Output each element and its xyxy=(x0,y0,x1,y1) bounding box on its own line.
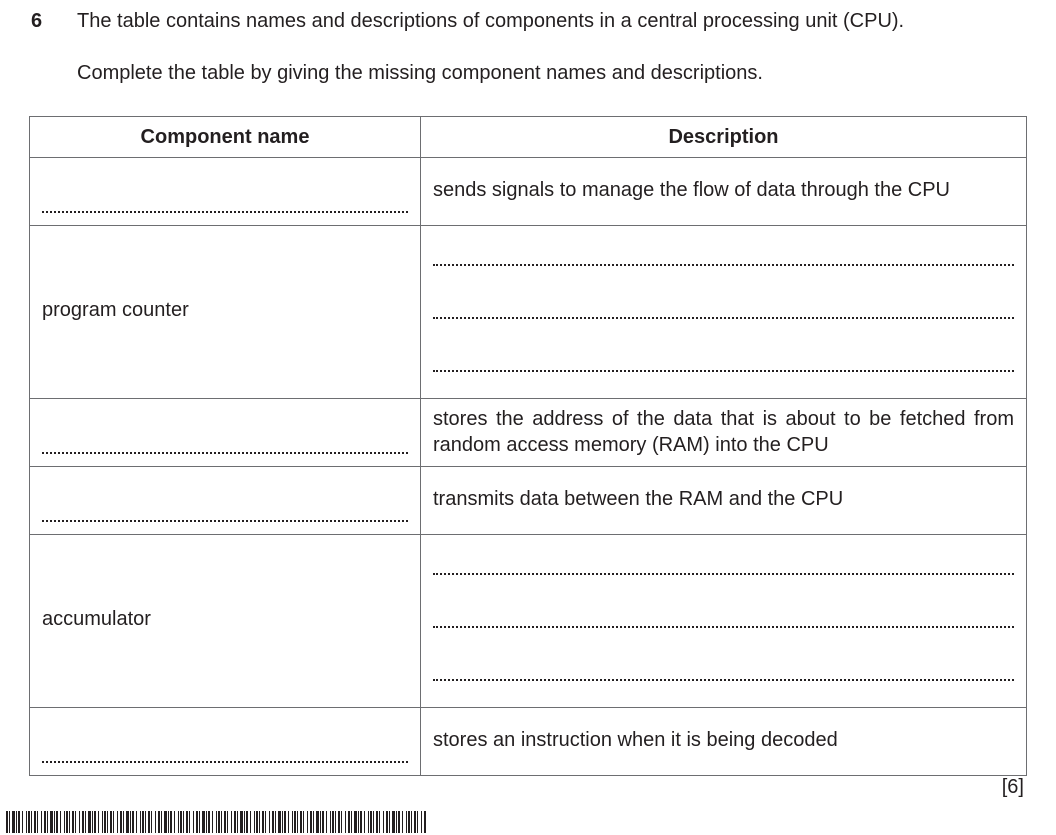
description-cell xyxy=(421,399,1027,467)
header-description: Description xyxy=(421,117,1027,158)
answer-dotted-line[interactable] xyxy=(42,520,408,522)
question-instruction: Complete the table by giving the missing component names and descriptions. xyxy=(77,62,763,84)
answer-dotted-line[interactable] xyxy=(42,211,408,213)
name-cell xyxy=(30,226,421,399)
answer-dotted-line[interactable] xyxy=(42,452,408,454)
description-text: stores an instruction when it is being decoded xyxy=(433,729,838,751)
components-table xyxy=(29,116,1027,776)
description-text: sends signals to manage the flow of data through the CPU xyxy=(433,179,950,201)
name-answer-cell[interactable] xyxy=(30,158,421,226)
description-answer-cell[interactable] xyxy=(421,226,1027,399)
table-row xyxy=(30,467,1027,535)
table-row xyxy=(30,708,1027,776)
name-answer-cell[interactable] xyxy=(30,399,421,467)
component-name-text: program counter xyxy=(42,299,189,321)
name-cell xyxy=(30,535,421,708)
question-number: 6 xyxy=(31,10,43,32)
marks-allocation: [6] xyxy=(1001,776,1024,798)
component-name-text: accumulator xyxy=(42,608,151,630)
table-row xyxy=(30,158,1027,226)
name-answer-cell[interactable] xyxy=(30,467,421,535)
answer-dotted-line[interactable] xyxy=(433,317,1014,319)
answer-dotted-line[interactable] xyxy=(433,370,1014,372)
table-header-row xyxy=(30,117,1027,158)
header-component-name: Component name xyxy=(30,117,421,158)
description-cell xyxy=(421,708,1027,776)
table-row xyxy=(30,399,1027,467)
answer-dotted-line[interactable] xyxy=(433,626,1014,628)
description-text: transmits data between the RAM and the CPU xyxy=(433,488,844,510)
table-row xyxy=(30,535,1027,708)
description-answer-cell[interactable] xyxy=(421,535,1027,708)
description-text: stores the address of the data that is about to be fetched from random access memory (RAM) into the CPU xyxy=(433,408,1014,456)
question-stem: The table contains names and descriptions of components in a central processing unit (CPU). xyxy=(77,10,905,32)
answer-dotted-line[interactable] xyxy=(42,761,408,763)
answer-dotted-line[interactable] xyxy=(433,679,1014,681)
barcode-icon xyxy=(6,811,428,833)
name-answer-cell[interactable] xyxy=(30,708,421,776)
description-cell xyxy=(421,467,1027,535)
answer-dotted-line[interactable] xyxy=(433,264,1014,266)
description-cell xyxy=(421,158,1027,226)
answer-dotted-line[interactable] xyxy=(433,573,1014,575)
table-row xyxy=(30,226,1027,399)
